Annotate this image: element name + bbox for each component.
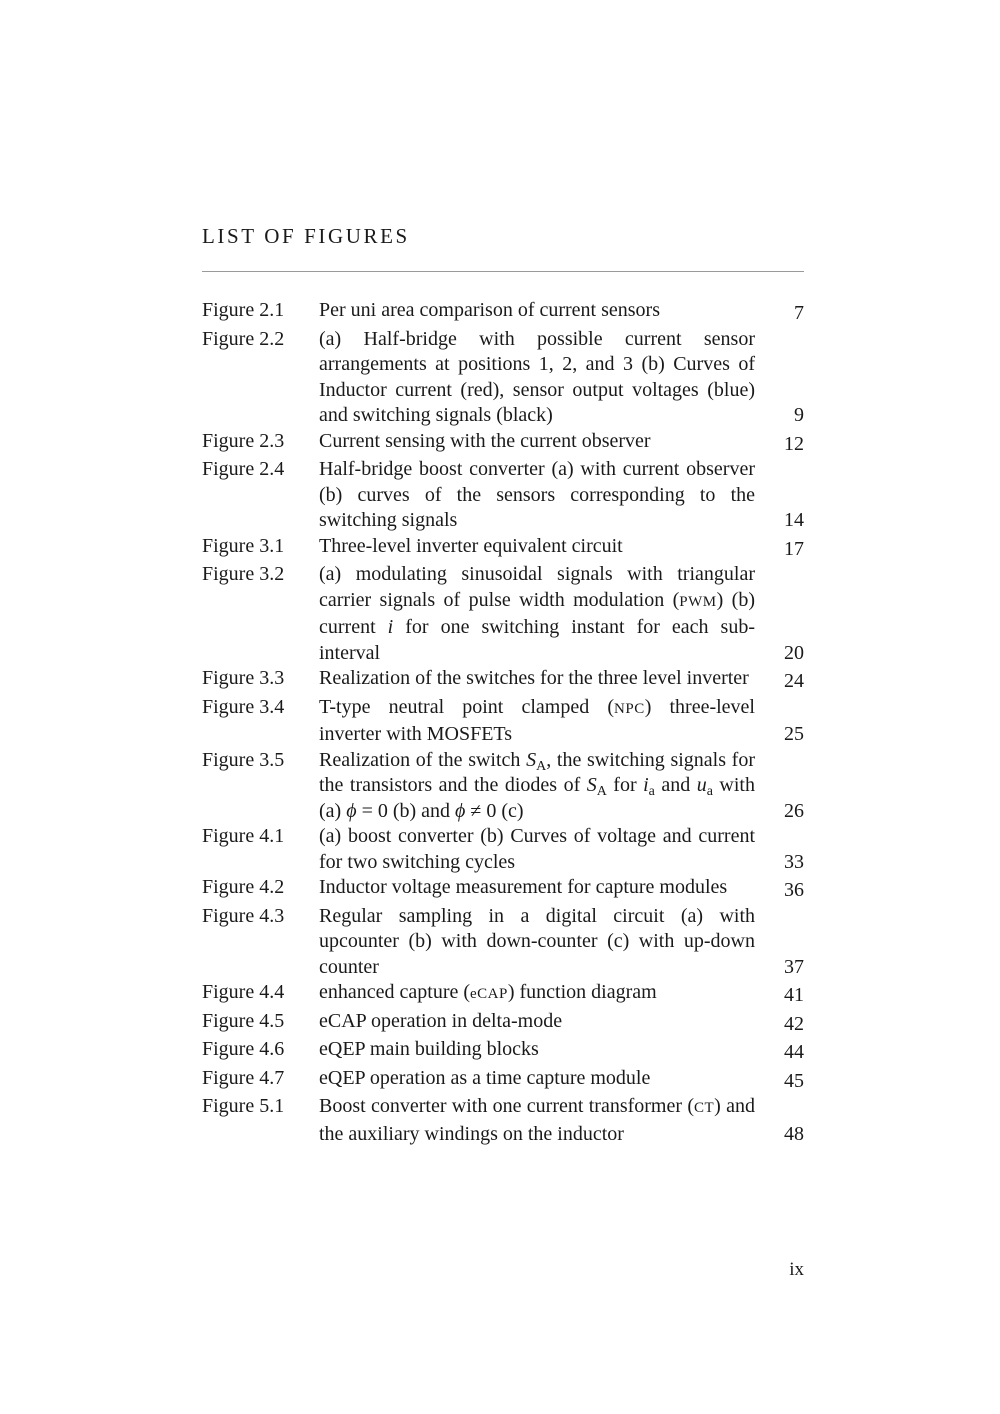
math-variable: i	[387, 616, 394, 638]
page-number: 44	[784, 1041, 804, 1063]
page-number: 37	[784, 955, 804, 978]
caption-text: T-type neutral point clamped (	[319, 695, 615, 718]
figure-caption: eQEP main building blocks	[319, 1038, 539, 1060]
math-subscript: A	[596, 784, 607, 799]
page-number: 25	[784, 723, 804, 745]
figure-number: Figure 4.6	[202, 1038, 285, 1060]
figure-caption: eQEP operation as a time capture module	[319, 1066, 651, 1089]
figure-entry[interactable]	[202, 1066, 804, 1095]
figure-number: Figure 3.4	[202, 695, 285, 718]
figure-caption: (a) boost converter (b) Curves of voltage and current for two switching cycles	[319, 825, 755, 873]
caption-text: ) (b) current	[319, 588, 755, 638]
figure-number: Figure 2.2	[202, 327, 285, 350]
figure-caption: Inductor voltage measurement for capture modules	[319, 876, 728, 898]
figure-entry[interactable]	[202, 824, 804, 875]
page-number: 26	[784, 799, 804, 822]
caption-text: (a) modulating sinusoidal signals with triangular carrier signals of pulse width modulation (	[319, 563, 755, 611]
figure-number: Figure 4.1	[202, 825, 285, 847]
caption-text: ≠ 0 (c)	[465, 799, 524, 822]
page-folio: ix	[789, 1259, 804, 1280]
figure-entry[interactable]	[202, 327, 804, 429]
page-number: 12	[784, 432, 804, 455]
figure-entry[interactable]	[202, 1037, 804, 1066]
figure-number: Figure 2.4	[202, 458, 285, 480]
figure-caption: Current sensing with the current observer	[319, 429, 651, 452]
math-subscript: a	[706, 784, 713, 799]
figure-number: Figure 3.3	[202, 667, 285, 689]
page-number: 41	[784, 984, 804, 1006]
figure-caption: Regular sampling in a digital circuit (a) with upcounter (b) with down-counter (c) with up-down counter	[319, 904, 755, 978]
figure-caption	[319, 1094, 755, 1147]
caption-text: Realization of the switch	[319, 748, 527, 771]
caption-text: for one switching instant for each sub-interval	[319, 616, 755, 664]
figure-number: Figure 3.2	[202, 563, 285, 585]
figure-caption	[319, 748, 755, 825]
figure-entry[interactable]	[202, 1009, 804, 1038]
figure-entry[interactable]	[202, 904, 804, 981]
math-variable: S	[586, 774, 597, 796]
figure-caption: (a) Half-bridge with possible current sensor arrangements at positions 1, 2, and 3 (b) Curves of Inductor current (red), sensor output voltages (blue) and switching signals (black)	[319, 327, 755, 426]
page-title: LIST OF FIGURES	[202, 224, 410, 248]
figure-number: Figure 3.5	[202, 748, 285, 771]
heading-rule	[202, 271, 804, 272]
math-variable: i	[643, 774, 649, 796]
figure-caption: Realization of the switches for the three level inverter	[319, 667, 749, 689]
figure-caption: Three-level inverter equivalent circuit	[319, 534, 623, 557]
figure-caption	[319, 562, 755, 666]
page-number: 14	[784, 509, 804, 531]
page-number: 48	[784, 1122, 804, 1145]
figure-entry[interactable]	[202, 1094, 804, 1147]
figure-entry[interactable]	[202, 980, 804, 1009]
figure-number: Figure 4.2	[202, 876, 285, 898]
figure-list	[202, 298, 804, 1147]
figure-entry[interactable]	[202, 666, 804, 695]
figure-entry[interactable]	[202, 695, 804, 748]
figure-caption: Per uni area comparison of current sensors	[319, 299, 660, 321]
figure-number: Figure 4.7	[202, 1066, 285, 1089]
figure-caption: eCAP operation in delta-mode	[319, 1009, 563, 1032]
caption-text: ) three-level inverter with MOSFETs	[319, 695, 755, 745]
caption-text: ) function diagram	[507, 981, 657, 1003]
acronym: CT	[693, 1100, 715, 1116]
figure-number: Figure 2.3	[202, 429, 285, 452]
acronym: PWM	[679, 593, 717, 610]
page-number: 45	[784, 1069, 804, 1092]
figure-number: Figure 2.1	[202, 299, 285, 321]
page-number: 33	[784, 850, 804, 873]
math-subscript: A	[536, 758, 547, 774]
page-number: 20	[784, 641, 804, 664]
figure-caption	[319, 980, 755, 1009]
page-number: 17	[784, 537, 804, 560]
caption-text: and	[654, 774, 697, 796]
caption-text: = 0 (b) and	[356, 799, 456, 822]
caption-text: with (a)	[319, 774, 755, 822]
figure-caption	[319, 695, 755, 748]
page-number: 24	[784, 670, 804, 692]
math-variable: u	[696, 774, 707, 796]
figure-number: Figure 3.1	[202, 534, 285, 557]
figure-entry[interactable]	[202, 429, 804, 458]
caption-text: , the switching signals for the transistors and the diodes of	[319, 748, 755, 796]
math-variable: ϕ	[455, 799, 466, 822]
acronym: eCAP	[470, 986, 508, 1002]
figure-entry[interactable]	[202, 457, 804, 534]
figure-number: Figure 4.4	[202, 981, 285, 1003]
figure-number: Figure 4.3	[202, 904, 285, 927]
caption-text: for	[606, 774, 644, 796]
figure-entry[interactable]	[202, 875, 804, 904]
page-number: 42	[784, 1012, 804, 1035]
acronym: NPC	[614, 700, 645, 717]
caption-text: Boost converter with one current transformer (	[319, 1095, 694, 1117]
figure-number: Figure 4.5	[202, 1009, 285, 1032]
figure-entry[interactable]	[202, 534, 804, 563]
figure-entry[interactable]	[202, 562, 804, 666]
math-variable: S	[526, 748, 537, 771]
math-variable: ϕ	[346, 799, 357, 822]
caption-text: enhanced capture (	[319, 981, 471, 1003]
math-subscript: a	[648, 784, 655, 799]
caption-text: ) and the auxiliary windings on the inductor	[319, 1095, 755, 1145]
page-number: 36	[784, 879, 804, 901]
figure-number: Figure 5.1	[202, 1095, 285, 1117]
figure-caption: Half-bridge boost converter (a) with current observer (b) curves of the sensors corresponding to the switching signals	[319, 458, 755, 531]
figure-entry[interactable]	[202, 748, 804, 825]
page-number: 9	[794, 404, 804, 426]
page-number: 7	[794, 302, 804, 324]
figure-entry[interactable]	[202, 298, 804, 327]
